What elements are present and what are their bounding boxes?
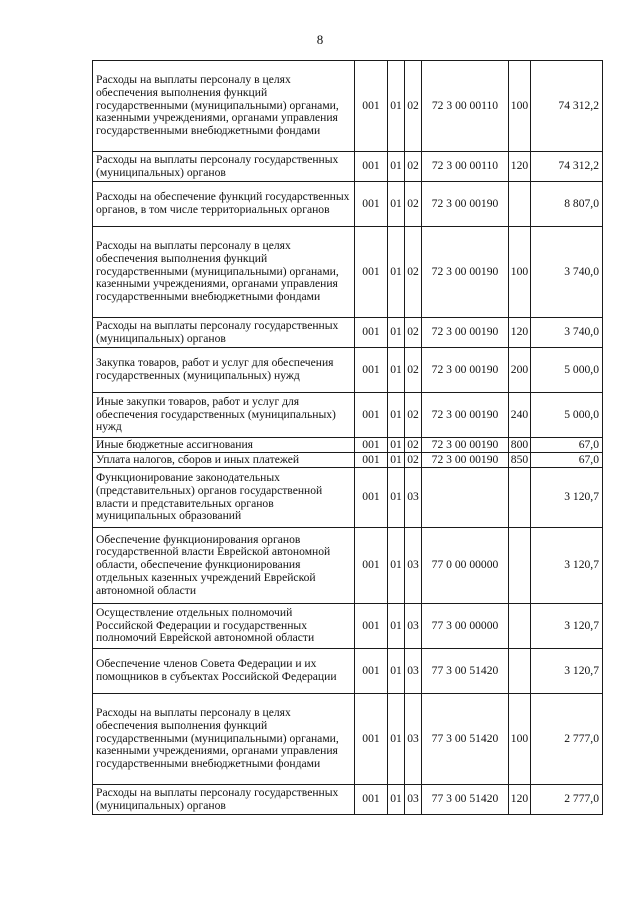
expense-type-code: 120 bbox=[509, 152, 531, 182]
table-row bbox=[93, 649, 603, 694]
subsection-code: 03 bbox=[405, 694, 422, 785]
department-code: 001 bbox=[355, 152, 388, 182]
section-code: 01 bbox=[388, 438, 405, 453]
section-code: 01 bbox=[388, 61, 405, 152]
expense-name: Иные бюджетные ассигнования bbox=[93, 438, 355, 453]
section-code: 01 bbox=[388, 227, 405, 318]
amount: 2 777,0 bbox=[531, 694, 603, 785]
section-code: 01 bbox=[388, 453, 405, 468]
subsection-code: 02 bbox=[405, 152, 422, 182]
amount: 3 740,0 bbox=[531, 227, 603, 318]
section-code: 01 bbox=[388, 182, 405, 227]
table-row bbox=[93, 453, 603, 468]
department-code: 001 bbox=[355, 348, 388, 393]
expense-type-code bbox=[509, 468, 531, 528]
target-article-code: 77 3 00 51420 bbox=[422, 649, 509, 694]
subsection-code: 03 bbox=[405, 604, 422, 649]
section-code: 01 bbox=[388, 604, 405, 649]
section-code: 01 bbox=[388, 393, 405, 438]
section-code: 01 bbox=[388, 318, 405, 348]
department-code: 001 bbox=[355, 468, 388, 528]
expense-name: Функционирование законодательных (представительных) органов государственной власти и представительных органов муниципальных образований bbox=[93, 468, 355, 528]
target-article-code: 72 3 00 00190 bbox=[422, 348, 509, 393]
table-row bbox=[93, 604, 603, 649]
table-row bbox=[93, 152, 603, 182]
subsection-code: 02 bbox=[405, 453, 422, 468]
expense-name: Иные закупки товаров, работ и услуг для обеспечения государственных (муниципальных) нужд bbox=[93, 393, 355, 438]
section-code: 01 bbox=[388, 649, 405, 694]
expense-type-code: 100 bbox=[509, 61, 531, 152]
subsection-code: 02 bbox=[405, 182, 422, 227]
target-article-code: 77 3 00 51420 bbox=[422, 785, 509, 815]
expense-name: Расходы на выплаты персоналу в целях обеспечения выполнения функций государственными (муниципальными) органами, казенными учреждениями, органами управления государственными внебюджетными фондами bbox=[93, 61, 355, 152]
expense-name: Расходы на выплаты персоналу государственных (муниципальных) органов bbox=[93, 152, 355, 182]
expense-name: Осуществление отдельных полномочий Российской Федерации и государственных полномочий Еврейской автономной области bbox=[93, 604, 355, 649]
expense-name: Расходы на выплаты персоналу государственных (муниципальных) органов bbox=[93, 785, 355, 815]
expense-name: Обеспечение членов Совета Федерации и их помощников в субъектах Российской Федерации bbox=[93, 649, 355, 694]
department-code: 001 bbox=[355, 528, 388, 604]
section-code: 01 bbox=[388, 785, 405, 815]
target-article-code: 77 3 00 51420 bbox=[422, 694, 509, 785]
table-row bbox=[93, 348, 603, 393]
expense-type-code: 120 bbox=[509, 318, 531, 348]
subsection-code: 02 bbox=[405, 348, 422, 393]
expense-type-code bbox=[509, 528, 531, 604]
department-code: 001 bbox=[355, 318, 388, 348]
amount: 2 777,0 bbox=[531, 785, 603, 815]
department-code: 001 bbox=[355, 453, 388, 468]
expense-type-code: 120 bbox=[509, 785, 531, 815]
department-code: 001 bbox=[355, 393, 388, 438]
expense-type-code: 850 bbox=[509, 453, 531, 468]
expense-name: Расходы на выплаты персоналу в целях обеспечения выполнения функций государственными (муниципальными) органами, казенными учреждениями, органами управления государственными внебюджетными фондами bbox=[93, 694, 355, 785]
expense-type-code: 800 bbox=[509, 438, 531, 453]
target-article-code: 72 3 00 00190 bbox=[422, 393, 509, 438]
subsection-code: 02 bbox=[405, 438, 422, 453]
expense-name: Расходы на обеспечение функций государственных органов, в том числе территориальных органов bbox=[93, 182, 355, 227]
expense-type-code: 100 bbox=[509, 694, 531, 785]
amount: 74 312,2 bbox=[531, 61, 603, 152]
table-row bbox=[93, 182, 603, 227]
department-code: 001 bbox=[355, 227, 388, 318]
table-row bbox=[93, 694, 603, 785]
expense-type-code: 240 bbox=[509, 393, 531, 438]
expense-name: Уплата налогов, сборов и иных платежей bbox=[93, 453, 355, 468]
subsection-code: 03 bbox=[405, 785, 422, 815]
table-row bbox=[93, 785, 603, 815]
subsection-code: 02 bbox=[405, 227, 422, 318]
target-article-code: 72 3 00 00190 bbox=[422, 227, 509, 318]
expense-type-code: 200 bbox=[509, 348, 531, 393]
department-code: 001 bbox=[355, 785, 388, 815]
subsection-code: 02 bbox=[405, 393, 422, 438]
section-code: 01 bbox=[388, 152, 405, 182]
department-code: 001 bbox=[355, 604, 388, 649]
amount: 3 120,7 bbox=[531, 528, 603, 604]
amount: 8 807,0 bbox=[531, 182, 603, 227]
amount: 67,0 bbox=[531, 438, 603, 453]
table-row bbox=[93, 61, 603, 152]
expense-type-code bbox=[509, 182, 531, 227]
expense-name: Расходы на выплаты персоналу в целях обеспечения выполнения функций государственными (муниципальными) органами, казенными учреждениями, органами управления государственными внебюджетными фондами bbox=[93, 227, 355, 318]
page-number: 8 bbox=[316, 32, 324, 47]
table-row bbox=[93, 393, 603, 438]
amount: 5 000,0 bbox=[531, 348, 603, 393]
expense-name: Расходы на выплаты персоналу государственных (муниципальных) органов bbox=[93, 318, 355, 348]
target-article-code: 72 3 00 00190 bbox=[422, 438, 509, 453]
department-code: 001 bbox=[355, 649, 388, 694]
target-article-code: 72 3 00 00190 bbox=[422, 453, 509, 468]
amount: 3 120,7 bbox=[531, 468, 603, 528]
amount: 3 120,7 bbox=[531, 649, 603, 694]
section-code: 01 bbox=[388, 468, 405, 528]
target-article-code: 72 3 00 00190 bbox=[422, 182, 509, 227]
table-row bbox=[93, 318, 603, 348]
section-code: 01 bbox=[388, 694, 405, 785]
amount: 74 312,2 bbox=[531, 152, 603, 182]
department-code: 001 bbox=[355, 438, 388, 453]
department-code: 001 bbox=[355, 694, 388, 785]
table-row bbox=[93, 438, 603, 453]
expense-type-code: 100 bbox=[509, 227, 531, 318]
target-article-code: 72 3 00 00110 bbox=[422, 152, 509, 182]
expense-name: Закупка товаров, работ и услуг для обеспечения государственных (муниципальных) нужд bbox=[93, 348, 355, 393]
expense-type-code bbox=[509, 649, 531, 694]
department-code: 001 bbox=[355, 182, 388, 227]
target-article-code bbox=[422, 468, 509, 528]
subsection-code: 03 bbox=[405, 649, 422, 694]
subsection-code: 03 bbox=[405, 468, 422, 528]
subsection-code: 03 bbox=[405, 528, 422, 604]
expense-type-code bbox=[509, 604, 531, 649]
subsection-code: 02 bbox=[405, 318, 422, 348]
amount: 67,0 bbox=[531, 453, 603, 468]
target-article-code: 77 0 00 00000 bbox=[422, 528, 509, 604]
expense-name: Обеспечение функционирования органов государственной власти Еврейской автономной области, обеспечение функционирования отдельных казенных учреждений Еврейской автономной области bbox=[93, 528, 355, 604]
section-code: 01 bbox=[388, 528, 405, 604]
subsection-code: 02 bbox=[405, 61, 422, 152]
amount: 5 000,0 bbox=[531, 393, 603, 438]
table-row bbox=[93, 227, 603, 318]
budget-table bbox=[92, 60, 603, 815]
section-code: 01 bbox=[388, 348, 405, 393]
target-article-code: 77 3 00 00000 bbox=[422, 604, 509, 649]
table-row bbox=[93, 528, 603, 604]
amount: 3 120,7 bbox=[531, 604, 603, 649]
table-row bbox=[93, 468, 603, 528]
amount: 3 740,0 bbox=[531, 318, 603, 348]
department-code: 001 bbox=[355, 61, 388, 152]
target-article-code: 72 3 00 00190 bbox=[422, 318, 509, 348]
target-article-code: 72 3 00 00110 bbox=[422, 61, 509, 152]
